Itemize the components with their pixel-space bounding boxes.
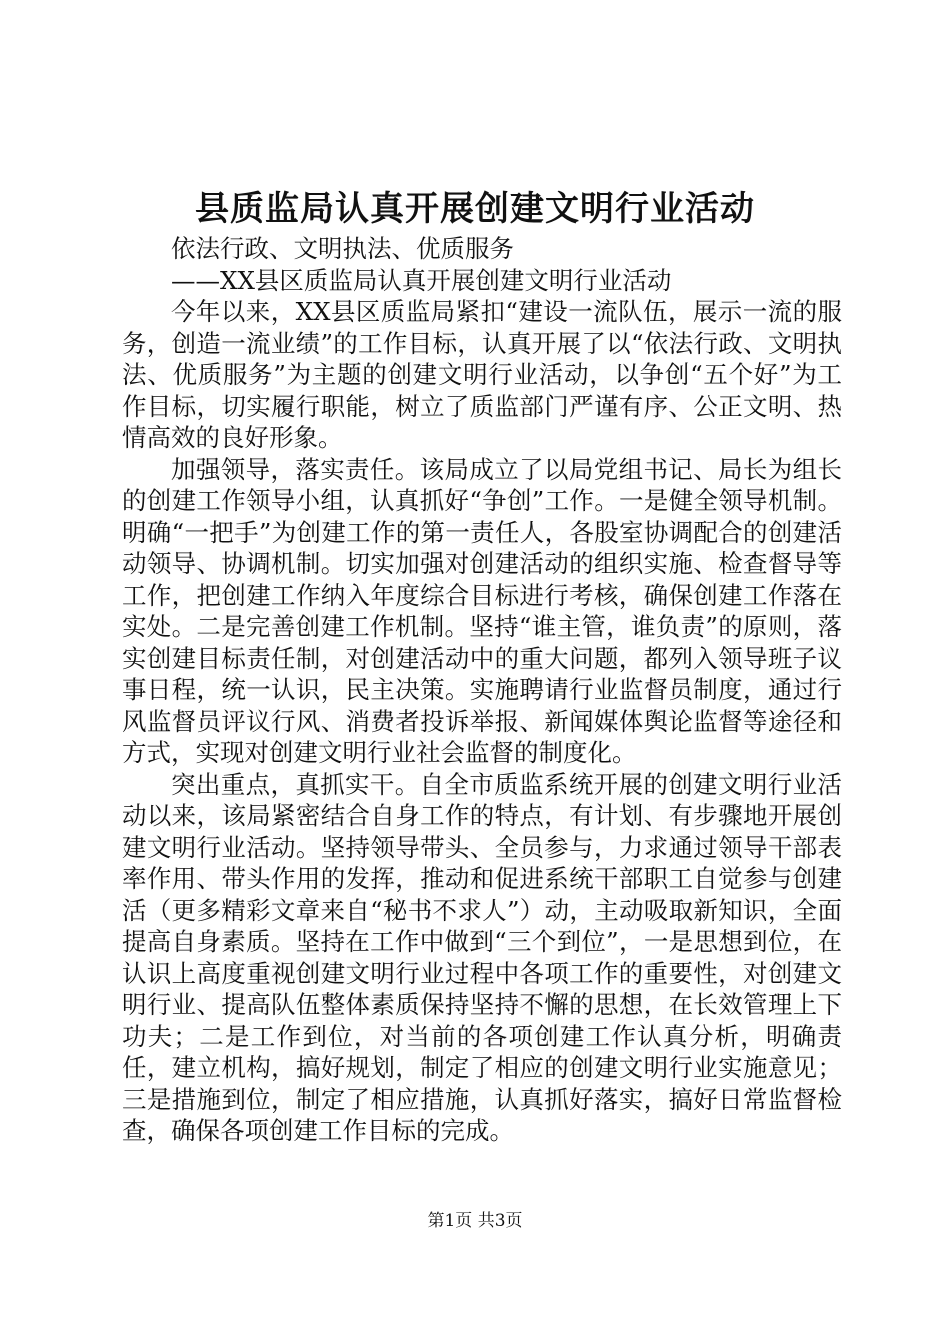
page-number-footer: 第1页 共3页 bbox=[427, 1211, 523, 1231]
subtitle-line-1: 依法行政、文明执法、优质服务 bbox=[171, 234, 514, 263]
subtitle-line-2: ——XX县区质监局认真开展创建文明行业活动 bbox=[171, 265, 672, 295]
document-body bbox=[122, 233, 842, 1147]
paragraph-leadership: 加强领导，落实责任。该局成立了以局党组书记、局长为组长的创建工作领导小组，认真抓好“争创”工作。一是健全领导机制。明确“一把手”为创建工作的第一责任人，各股室协调配合的创建活动领导、协调机制。切实加强对创建活动的组织实施、检查督导等工作，把创建工作纳入年度综合目标进行考核，确保创建工作落在实处。二是完善创建工作机制。坚持“谁主管，谁负责”的原则，落实创建目标责任制，对创建活动中的重大问题，都列入领导班子议事日程，统一认识，民主决策。实施聘请行业监督员制度，通过行风监督员评议行风、消费者投诉举报、新闻媒体舆论监督等途径和方式，实现对创建文明行业社会监督的制度化。 bbox=[122, 454, 842, 767]
paragraph-key-points: 突出重点，真抓实干。自全市质监系统开展的创建文明行业活动以来，该局紧密结合自身工作的特点，有计划、有步骤地开展创建文明行业活动。坚持领导带头、全员参与，力求通过领导干部表率作用、带头作用的发挥，推动和促进系统干部职工自觉参与创建活（更多精彩文章来自“秘书不求人”）动，主动吸取新知识，全面提高自身素质。坚持在工作中做到“三个到位”，一是思想到位，在认识上高度重视创建文明行业过程中各项工作的重要性，对创建文明行业、提高队伍整体素质保持坚持不懈的思想，在长效管理上下功夫；二是工作到位，对当前的各项创建工作认真分析，明确责任，建立机构，搞好规划，制定了相应的创建文明行业实施意见；三是措施到位，制定了相应措施，认真抓好落实，搞好日常监督检查，确保各项创建工作目标的完成。 bbox=[122, 769, 842, 1145]
paragraph-intro: 今年以来，XX县区质监局紧扣“建设一流队伍，展示一流的服务，创造一流业绩”的工作目标，认真开展了以“依法行政、文明执法、优质服务”为主题的创建文明行业活动，以争创“五个好”为工作目标，切实履行职能，树立了质监部门严谨有序、公正文明、热情高效的良好形象。 bbox=[122, 297, 842, 452]
document-title: 县质监局认真开展创建文明行业活动 bbox=[195, 189, 755, 229]
